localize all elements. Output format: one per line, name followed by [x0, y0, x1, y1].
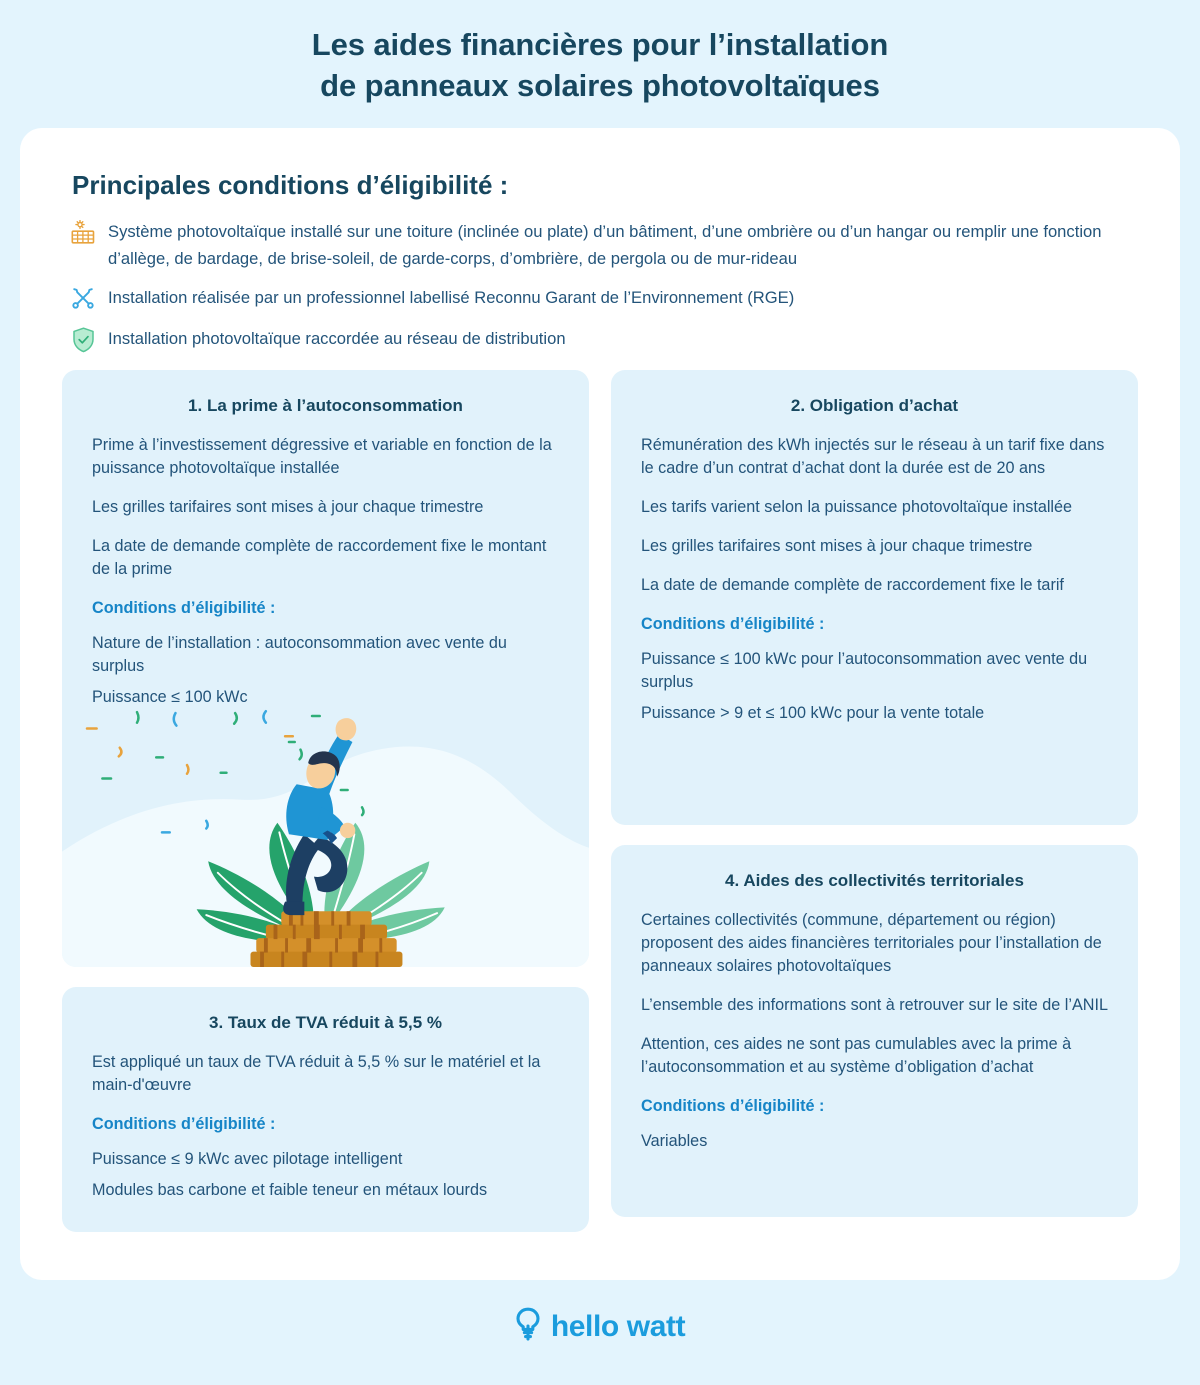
aid-cards-grid [42, 370, 1158, 1232]
card-tva-reduite [62, 987, 589, 1232]
card-title: 4. Aides des collectivités territoriales [725, 870, 1024, 890]
card-paragraph: Les tarifs varient selon la puissance photovoltaïque installée [641, 497, 1073, 516]
card-paragraph: Certaines collectivités (commune, département ou région) proposent des aides financières territoriales pour l’installation de panneaux solaires photovoltaïques [641, 910, 1102, 975]
card-conditions-label: Conditions d’éligibilité : [92, 598, 276, 617]
eligibility-item-text: Installation photovoltaïque raccordée au réseau de distribution [108, 328, 566, 348]
card-title: 1. La prime à l’autoconsommation [188, 395, 463, 415]
card-paragraph: Les grilles tarifaires sont mises à jour chaque trimestre [641, 536, 1033, 555]
page-title-line-1: Les aides financières pour l’installation [311, 27, 889, 62]
footer [0, 1280, 1200, 1373]
card-paragraph: Les grilles tarifaires sont mises à jour chaque trimestre [92, 497, 484, 516]
card-condition: Nature de l’installation : autoconsommation avec vente du surplus [92, 633, 507, 675]
eligibility-item [70, 326, 1158, 354]
card-paragraph: L’ensemble des informations sont à retrouver sur le site de l’ANIL [641, 995, 1108, 1014]
card-conditions-label: Conditions d’éligibilité : [641, 1096, 825, 1115]
eligibility-item [70, 285, 1158, 313]
card-paragraph: Attention, ces aides ne sont pas cumulables avec la prime à l’autoconsommation et au système d’obligation d’achat [641, 1034, 1072, 1076]
card-title: 3. Taux de TVA réduit à 5,5 % [208, 1012, 443, 1032]
card-paragraph: Est appliqué un taux de TVA réduit à 5,5 % sur le matériel et la main-d'œuvre [92, 1052, 541, 1094]
card-aides-collectivites [611, 845, 1138, 1217]
page-title [100, 24, 1100, 106]
solar-panel-icon [70, 219, 96, 247]
card-condition: Puissance ≤ 100 kWc pour l’autoconsommation avec vente du surplus [641, 649, 1088, 691]
card-paragraph: Prime à l’investissement dégressive et variable en fonction de la puissance photovoltaïque installée [92, 435, 552, 477]
brand-name: hello watt [550, 1309, 686, 1343]
lightbulb-icon [515, 1307, 541, 1346]
card-condition: Modules bas carbone et faible teneur en métaux lourds [92, 1180, 488, 1199]
card-obligation-achat [611, 370, 1138, 825]
eligibility-list [70, 219, 1158, 353]
eligibility-item [70, 219, 1158, 271]
page-title-line-2: de panneaux solaires photovoltaïques [320, 68, 880, 104]
right-column [611, 370, 1138, 1232]
card-conditions-label: Conditions d’éligibilité : [641, 614, 825, 633]
person-celebrating-on-coins-illustration [62, 697, 589, 967]
tools-icon [70, 285, 96, 313]
content-panel [20, 128, 1180, 1280]
card-condition: Puissance ≤ 9 kWc avec pilotage intelligent [92, 1149, 403, 1168]
left-column [62, 370, 589, 1232]
card-paragraph: La date de demande complète de raccordement fixe le montant de la prime [92, 536, 547, 578]
eligibility-section-title: Principales conditions d’éligibilité : [72, 170, 509, 201]
shield-check-icon [70, 326, 96, 354]
eligibility-item-text: Système photovoltaïque installé sur une toiture (inclinée ou plate) d’un bâtiment, d’une ombrière ou d’un hangar ou remplir une fonction d’allège, de bardage, de brise-soleil, de garde-corps, d’ombrière, de pergola ou de mur-rideau [108, 222, 1102, 268]
card-title: 2. Obligation d’achat [790, 395, 959, 415]
card-condition: Puissance > 9 et ≤ 100 kWc pour la vente totale [641, 703, 985, 722]
card-conditions-label: Conditions d’éligibilité : [92, 1114, 276, 1133]
card-paragraph: Rémunération des kWh injectés sur le réseau à un tarif fixe dans le cadre d’un contrat d’achat dont la durée est de 20 ans [641, 435, 1105, 477]
card-paragraph: La date de demande complète de raccordement fixe le tarif [641, 575, 1064, 594]
page-header [0, 0, 1200, 128]
card-condition: Variables [641, 1131, 708, 1150]
card-condition: Puissance ≤ 100 kWc [92, 687, 248, 706]
eligibility-item-text: Installation réalisée par un professionnel labellisé Reconnu Garant de l’Environnement (RGE) [108, 287, 795, 307]
card-prime-autoconsommation [62, 370, 589, 967]
